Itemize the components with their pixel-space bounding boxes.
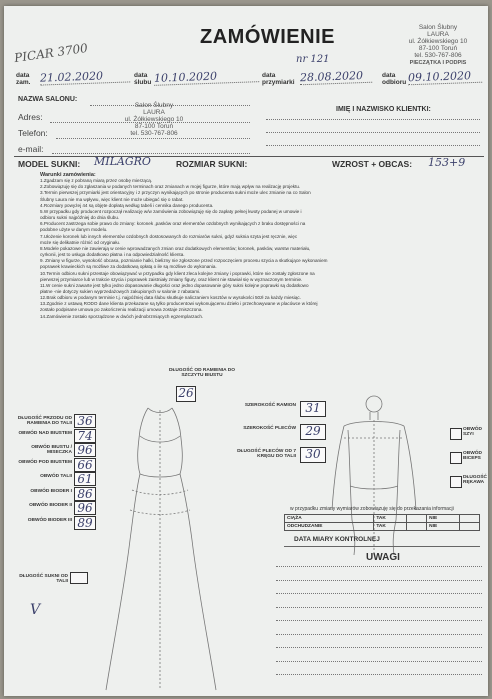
condition-line: podobne użyte w danym modelu. <box>40 227 108 233</box>
measurement-label: SZEROKOŚĆ PLECÓW <box>243 426 296 431</box>
side-measurement-box[interactable] <box>450 476 462 488</box>
email-label: e-mail: <box>18 144 44 154</box>
condition-line: płatne -nie dotyczy sukien wyprzedażowych zakupionych w salonie z rabatami. <box>40 288 201 294</box>
options-checkbox[interactable] <box>406 523 426 531</box>
stamp-line: tel. 530-767-806 <box>130 130 178 137</box>
measurement-value-box[interactable]: 96 <box>74 443 96 457</box>
notes-line <box>276 580 482 581</box>
condition-line: 11.W cenie sukni zawarte jest tylko jedno dopasowanie długości oraz jedno dopasowanie góry sukni kolejne poprawki są dodatkowo <box>40 282 309 288</box>
phone-label: Telefon: <box>18 128 48 138</box>
notes-line <box>276 634 482 635</box>
fitting-date-label: data przymiarki <box>262 72 295 86</box>
measurement-label: OBWÓD BIODER I <box>30 488 72 494</box>
options-cell: TAK <box>374 523 406 531</box>
measurement-label: SZEROKOŚĆ RAMION <box>244 403 296 408</box>
condition-line: 9. Zmiany w figurze, wysokość obcasa, pozmianie halki, bielizny nie zgłoszone przed rozpoczęciem procesu szycia a skutkujące wykonaniem <box>40 258 328 264</box>
front-dress-diagram <box>100 400 220 696</box>
order-date-value: 21.02.2020 <box>40 68 130 85</box>
page-title: ZAMÓWIENIE <box>200 26 335 48</box>
conditions-list <box>40 178 480 320</box>
address-label: Adres: <box>18 112 43 122</box>
stamp-line: Salon Ślubny <box>418 24 458 31</box>
wedding-date-label: data ślubu <box>134 72 152 86</box>
stamp-line: 87-100 Toruń <box>134 123 174 130</box>
condition-line: pierwszej przymiarce lub w trakcie szycia i poprawek zaistniały zmiany figury, oraz klient nie stawiał się w wyznaczonym terminie. <box>40 276 303 282</box>
side-measurement-label: OBWÓD BICEPS <box>463 451 482 462</box>
stamp-line: 87-100 Toruń <box>418 45 458 52</box>
measurement-change-note: w przypadku zmiany wymiarów zobowiązuję się do przekazania informacji <box>290 506 454 512</box>
condition-line: 13.Zgodnie z ustawą RODO dane klienta przekazane są tylko producentowi wykonującemu dzieło i przechowywane w placówce w której <box>40 301 318 307</box>
shoulder-to-bust-label: DŁUGOŚĆ OD RAMIENIA DO SZCZYTU BIUSTU <box>169 368 235 379</box>
options-cell: CIĄŻA <box>285 515 374 523</box>
conditions-section <box>40 172 480 320</box>
measurement-value-box[interactable]: 96 <box>74 501 96 515</box>
condition-line: cyrkonii, jest to usługa dodatkowo płatna i na odpowiedzialność klienta. <box>40 252 185 258</box>
notes-line <box>276 620 482 621</box>
options-cell: ODCHUDZANIE <box>285 523 374 531</box>
notes-line <box>276 647 482 648</box>
height-heel-label: WZROST + OBCAS: <box>332 159 413 169</box>
options-checkbox[interactable] <box>459 515 480 523</box>
measurement-row <box>230 424 330 440</box>
notes-line <box>276 674 482 675</box>
measurement-row <box>8 501 100 515</box>
waist-to-floor-label: DŁUGOŚĆ SUKNI OD TALII <box>19 574 68 585</box>
options-cell: TAK <box>374 515 406 523</box>
salon-name-label: NAZWA SALONU: <box>18 96 78 103</box>
stamp-line: ul. Żółkiewskiego 10 <box>408 38 468 45</box>
options-row <box>285 523 480 531</box>
condition-line: 6.Producent zastrzega sobie prawo do zmiany: koronek ,pasków oraz elementów ozdobnych wynikających z braku dostępności na <box>40 221 306 227</box>
measurement-value-box[interactable]: 31 <box>300 401 326 417</box>
side-measurement-box[interactable] <box>450 452 462 464</box>
condition-line: może się delikatnie różnić od oryginału. <box>40 239 121 245</box>
condition-line: 12.Brak odbioru w podanym terminie t.j. najpóźniej data ślubu skutkuje naliczaniem kosztów w wysokości 50zł za każdy miesiąc. <box>40 295 301 301</box>
height-heel-value: 153+9 <box>428 156 466 169</box>
condition-line: zostało podpisane umowa po zakończeniu realizacji umowa zostaje zniszczona. <box>40 307 203 313</box>
options-checkbox[interactable] <box>406 515 426 523</box>
waist-to-floor-box[interactable] <box>70 572 88 584</box>
control-measure-label: DATA MIARY KONTROLNEJ <box>294 536 380 543</box>
stamp-line: LAURA <box>427 31 449 38</box>
measurement-row <box>8 414 100 428</box>
condition-line: odbioru sukni najpóźniej do dnia ślubu. <box>40 215 120 221</box>
salon-address-stamp <box>114 102 194 137</box>
condition-line: 14.Zamówienie zostało sporządzone w dwóch jednobrzmiących egzemplarzach. <box>40 313 204 319</box>
measurement-label: OBWÓD TALII <box>40 474 72 479</box>
condition-line: 10.Termin odbioru sukni przestaje obowiązywać w przypadku gdy klient zleca kolejne zmiany i poprawki, które nie zostały zgłoszone na <box>40 270 315 276</box>
measurement-row <box>8 472 100 486</box>
condition-line: 1.Zgadzam się z pobraną miarą przez osobę mierzącą. <box>40 178 153 184</box>
stamp-caption: PIECZĄTKA I PODPIS <box>409 60 467 66</box>
condition-line: 2.Zobowiązuję się do zgłaszania w podanych terminach oraz zmianach w mojej figurze, które mają wpływ na realizację projektu. <box>40 184 301 190</box>
measurement-label: DŁUGOŚĆ PLECÓW OD 7 KRĘGU DO TALII <box>237 449 296 460</box>
condition-line: 4.Rozmiary powyżej 44 są objęte dopłatą według tabeli i cennika danego producenta. <box>40 202 214 208</box>
measurement-value-box[interactable]: 89 <box>74 516 96 530</box>
measurement-value-box[interactable]: 74 <box>74 429 96 443</box>
order-date-label: data zam. <box>16 72 31 86</box>
measurement-row <box>230 401 330 417</box>
measurement-row <box>8 516 100 530</box>
side-measurement <box>450 474 488 494</box>
options-checkbox[interactable] <box>459 523 480 531</box>
pickup-date-value: 09.10.2020 <box>408 69 482 86</box>
measurement-row <box>230 447 330 463</box>
measurement-value-box[interactable]: 36 <box>74 414 96 428</box>
side-measurement-label: OBWÓD SZYI <box>463 427 482 438</box>
condition-line: 3.Termin pierwszej przymiarki jest orientacyjny i z przyczyn wynikających po stronie producenta sukni może ulec zmianie na co Salon <box>40 190 311 196</box>
measurement-label: OBWÓD BIODER II <box>29 503 72 508</box>
condition-line: 8.Modele pokazowe nie zawierają w cenie wprowadzanych zmian oraz dodatkowych elementów; koronek, pasków, warstw materiału, <box>40 245 311 251</box>
notes-line <box>276 607 482 608</box>
options-cell: NIE <box>427 523 459 531</box>
stamp-line: LAURA <box>143 109 165 116</box>
stamp-line: ul. Żółkiewskiego 10 <box>124 116 184 123</box>
options-table <box>284 514 480 531</box>
measurement-row <box>8 487 100 501</box>
measurement-label: OBWÓD BIUSTU / MISECZKA <box>31 445 72 456</box>
condition-line: Ślubny Laura nie ma wpływu, więc klient nie może ubiegać się o rabat. <box>40 196 184 202</box>
handwritten-check-mark: V <box>30 602 41 618</box>
notes-line <box>276 661 482 662</box>
options-row <box>285 515 480 523</box>
stamp-line: Salon Ślubny <box>134 102 174 109</box>
side-measurement <box>450 426 488 446</box>
measurement-label: OBWÓD POD BIUSTEM <box>18 459 72 465</box>
notes-line <box>276 593 482 594</box>
handwritten-order-number: nr 121 <box>296 54 330 65</box>
measurement-value-box[interactable]: 61 <box>74 472 96 486</box>
pickup-date-label: data odbioru <box>382 72 407 86</box>
notes-line <box>276 566 482 567</box>
dress-size-label: ROZMIAR SUKNI: <box>176 159 248 169</box>
stamp-line: tel. 530-767-806 <box>414 52 462 59</box>
salon-stamp <box>388 24 488 67</box>
condition-line: poprawek krawieckich są możliwe za dodatkową opłatą o ile są możliwe do wykonania. <box>40 264 217 270</box>
wedding-date-value: 10.10.2020 <box>154 68 259 86</box>
measurement-row <box>8 443 100 457</box>
side-measurement-box[interactable] <box>450 428 462 440</box>
client-name-label: IMIĘ I NAZWISKO KLIENTKI: <box>336 106 431 113</box>
notes-title: UWAGI <box>366 552 400 563</box>
side-measurement-label: DŁUGOŚĆ RĘKAWA <box>463 475 487 486</box>
model-row <box>14 156 484 171</box>
measurement-label: OBWÓD BIODER III <box>27 517 72 523</box>
measurement-value-box[interactable]: 66 <box>74 458 96 472</box>
measurement-label: DŁUGOŚĆ PRZODU OD RAMIENIA DO TALII <box>17 416 72 427</box>
condition-line: 7.Ułożenie koronek lub innych elementów ozdobnych dostosowanych do rozmiarów sukni, gdyż suknia szyta jest ręcznie, więc <box>40 233 298 239</box>
measurement-value-box[interactable]: 30 <box>300 447 326 463</box>
model-label: MODEL SUKNI: <box>18 159 81 169</box>
measurement-value-box[interactable]: 29 <box>300 424 326 440</box>
measurement-value-box[interactable]: 86 <box>74 487 96 501</box>
shoulder-to-bust-box[interactable]: 26 <box>176 386 196 402</box>
model-value: MILAGRO <box>94 155 151 168</box>
handwritten-model-code: PICAR 3700 <box>13 40 89 66</box>
measurement-row <box>8 429 100 443</box>
options-cell: NIE <box>427 515 459 523</box>
order-form-sheet <box>4 6 488 696</box>
side-measurement <box>450 450 488 470</box>
measurement-row <box>8 458 100 472</box>
fitting-date-value: 28.08.2020 <box>300 69 372 86</box>
conditions-title: Warunki zamówienia: <box>40 172 96 178</box>
measurement-label: OBWÓD NAD BIUSTEM <box>18 430 72 436</box>
condition-line: 5.W przypadku gdy producent rozpoczął realizację w/w zamówienia zobowiązuję się do zapłaty pełnej kwoty podanej w umowie i <box>40 208 302 214</box>
